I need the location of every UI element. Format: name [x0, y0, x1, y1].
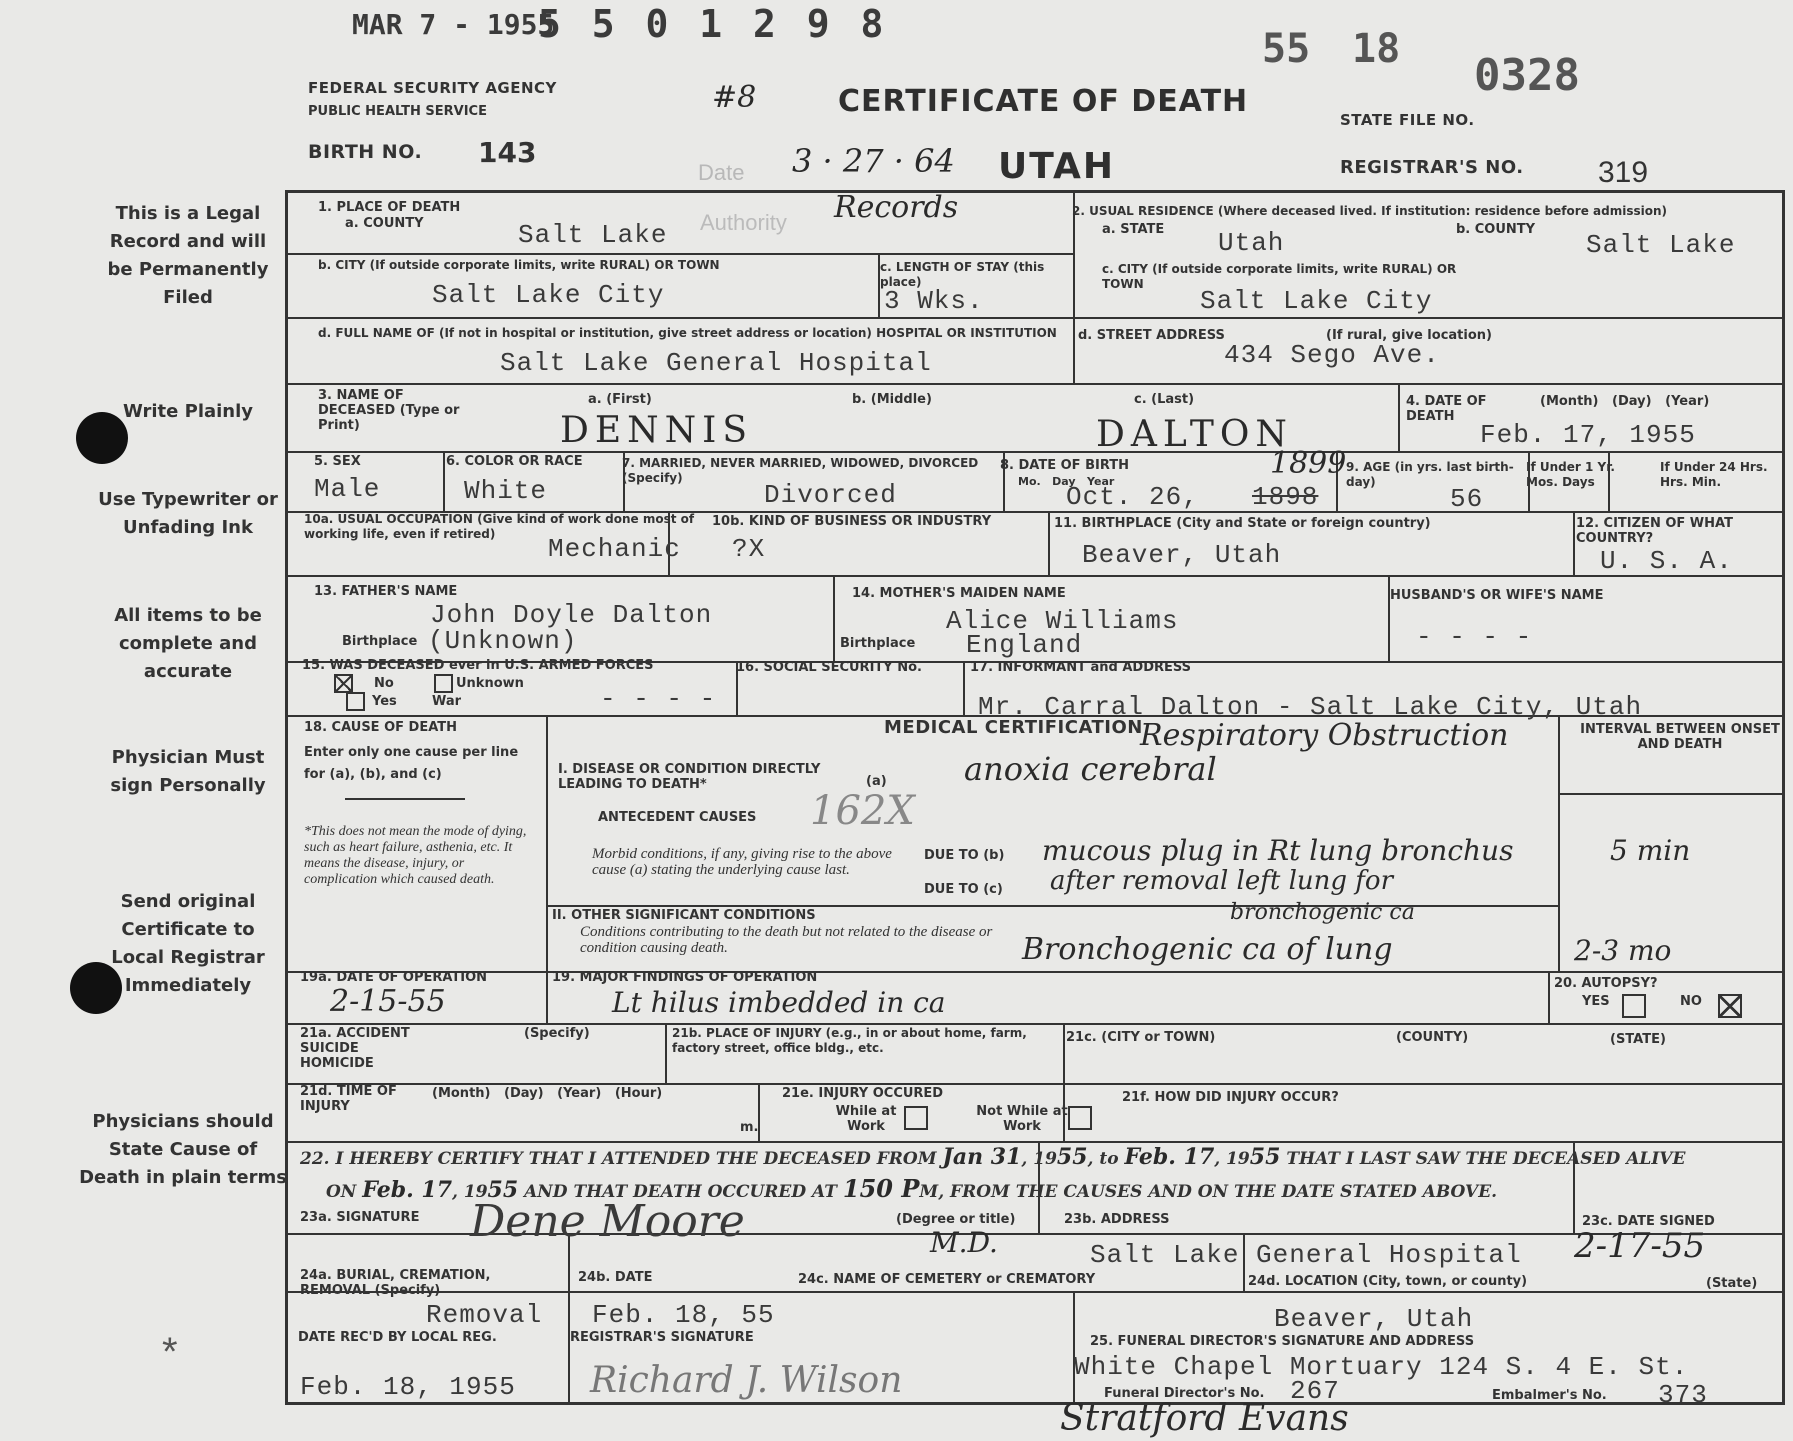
cause-a-handwritten: Respiratory Obstruction: [1140, 718, 1509, 753]
funeral-director-signature: Stratford Evans: [1060, 1398, 1349, 1439]
father-name-label: 13. FATHER'S NAME: [314, 584, 458, 599]
citizen-label: 12. CITIZEN OF WHAT COUNTRY?: [1576, 516, 1733, 546]
due-to-c-label: DUE TO (c): [924, 882, 1003, 897]
certify-y3: 19: [463, 1182, 488, 1202]
armed-forces-yes-checkbox[interactable]: [346, 692, 365, 711]
armed-forces-unknown-label: Unknown: [456, 676, 524, 691]
under-one-year-label: If Under 1 Yr. Mos. Days: [1526, 460, 1615, 489]
last-name: DALTON: [1096, 414, 1293, 455]
death-county: Salt Lake: [518, 220, 668, 250]
first-name-label: a. (First): [588, 392, 652, 407]
birthplace: Beaver, Utah: [1082, 540, 1282, 570]
date-of-birth-columns: Mo. Day Year: [1018, 475, 1115, 488]
hospital-name: Salt Lake General Hospital: [500, 348, 932, 378]
burial-location-state-label: (State): [1706, 1276, 1758, 1291]
accident-label: 21a. ACCIDENT SUICIDE HOMICIDE: [300, 1026, 410, 1071]
funeral-director-no-label: Funeral Director's No.: [1104, 1386, 1265, 1401]
race-label: 6. COLOR OR RACE: [446, 454, 583, 469]
registrar-label: REGISTRAR'S NO.: [1340, 157, 1524, 178]
embalmer-no-label: Embalmer's No.: [1492, 1388, 1607, 1403]
certify-time: 150 P: [842, 1174, 920, 1203]
occupation: Mechanic: [548, 534, 681, 564]
street-label: d. STREET ADDRESS: [1078, 328, 1225, 343]
antecedent-causes-label: ANTECEDENT CAUSES: [598, 810, 757, 825]
medical-certification-title: MEDICAL CERTIFICATION: [884, 717, 1143, 738]
burial-location: Beaver, Utah: [1274, 1304, 1474, 1334]
marital-status: Divorced: [764, 480, 897, 510]
death-city: Salt Lake City: [432, 280, 665, 310]
star-mark: *: [162, 1330, 178, 1374]
autopsy-yes-label: YES: [1582, 994, 1610, 1009]
operation-date: 2-15-55: [330, 984, 446, 1019]
mother-name: Alice Williams: [946, 606, 1179, 636]
autopsy-no-checkbox[interactable]: [1718, 994, 1742, 1018]
file-code-1: 55: [1262, 26, 1311, 72]
street-address: 434 Sego Ave.: [1224, 340, 1440, 370]
residence-city: Salt Lake City: [1200, 286, 1433, 316]
certify-text-a: 22. I HEREBY CERTIFY THAT I ATTENDED THE DECEASED FROM: [300, 1149, 937, 1169]
injury-city-label: 21c. (CITY or TOWN): [1066, 1030, 1216, 1045]
citizenship: U. S. A.: [1600, 546, 1733, 576]
birth-year-typed: 1898: [1252, 482, 1319, 512]
sidebar-plain-terms: Physicians should State Cause of Death in plain terms: [79, 1111, 287, 1188]
spouse-name: - - - -: [1416, 622, 1533, 652]
sidebar-physician: Physician Must sign Personally: [110, 747, 266, 796]
cause-footnote: *This does not mean the mode of dying, such as heart failure, asthenia, etc. It means the disease, injury, or complication which caused death.: [304, 824, 527, 887]
date-label: Date: [698, 160, 745, 185]
certify-y2: 19: [1226, 1149, 1250, 1169]
file-code-2: 18: [1352, 26, 1401, 72]
cemetery-label: 24c. NAME OF CEMETERY or CREMATORY: [798, 1272, 1096, 1287]
cause-a-typed: anoxia cerebral: [964, 750, 1217, 788]
age: 56: [1450, 484, 1484, 514]
due-to-b-label: DUE TO (b): [924, 848, 1005, 863]
authority-handwritten: Records: [834, 190, 959, 225]
burial-date-label: 24b. DATE: [578, 1270, 653, 1285]
sidebar-legal-record: This is a Legal Record and will be Permanently Filed: [107, 203, 269, 308]
injury-state-label: (STATE): [1610, 1032, 1666, 1047]
business: ?X: [732, 534, 766, 564]
informant: Mr. Carral Dalton - Salt Lake City, Utah: [978, 692, 1643, 722]
street-note: (If rural, give location): [1326, 328, 1492, 343]
birth-no: 143: [478, 136, 537, 169]
registrar-no: 319: [1598, 156, 1649, 189]
last-name-label: c. (Last): [1134, 392, 1195, 407]
certificate-title: CERTIFICATE OF DEATH: [838, 84, 1249, 119]
certify-to: to: [1099, 1149, 1119, 1169]
embalmer-no: 373: [1658, 1380, 1708, 1410]
while-at-work-label: While at Work: [835, 1104, 897, 1134]
certify-text-b: THAT I LAST SAW THE DECEASED ALIVE: [1286, 1149, 1686, 1169]
date-of-birth-label: 8. DATE OF BIRTH: [1000, 458, 1130, 473]
certify-to-year: 55: [1249, 1144, 1281, 1170]
time-meridiem: m.: [740, 1120, 759, 1135]
date-signed: 2-17-55: [1574, 1226, 1706, 1266]
autopsy-yes-checkbox[interactable]: [1622, 994, 1646, 1018]
occupation-label: 10a. USUAL OCCUPATION (Give kind of work done most of working life, even if retired): [304, 512, 695, 541]
date-received-label: DATE REC'D BY LOCAL REG.: [298, 1330, 497, 1345]
cause-c: after removal left lung for: [1050, 866, 1394, 896]
disease-label: I. DISEASE OR CONDITION DIRECTLY LEADING TO DEATH*: [558, 762, 821, 792]
residence-state-label: a. STATE: [1102, 222, 1165, 237]
signature-label: 23a. SIGNATURE: [300, 1210, 420, 1225]
length-of-stay-label: c. LENGTH OF STAY (this place): [880, 260, 1045, 289]
mother-birthplace-label: Birthplace: [840, 636, 916, 651]
other-conditions-interval: 2-3 mo: [1574, 934, 1672, 967]
armed-forces-no-label: No: [374, 676, 394, 691]
certify-to-date: Feb. 17: [1124, 1144, 1215, 1170]
burial-location-label: 24d. LOCATION (City, town, or county): [1248, 1274, 1528, 1289]
death-city-label: b. CITY (If outside corporate limits, write RURAL) OR TOWN: [318, 258, 720, 272]
morbid-conditions-note: Morbid conditions, if any, giving rise to the above cause (a) stating the underlying cause last.: [592, 846, 892, 878]
funeral-director-address: White Chapel Mortuary 124 S. 4 E. St.: [1074, 1352, 1689, 1382]
cause-c-continued: bronchogenic ca: [1230, 900, 1415, 925]
date-of-death: Feb. 17, 1955: [1480, 420, 1696, 450]
not-while-at-work-label: Not While at Work: [976, 1104, 1068, 1134]
armed-forces-label: 15. WAS DECEASED ever in U.S. ARMED FORCES: [302, 658, 654, 673]
autopsy-no-label: NO: [1680, 994, 1702, 1009]
age-label: 9. AGE (in yrs. last birth-day): [1346, 460, 1514, 489]
other-conditions: Bronchogenic ca of lung: [1022, 932, 1393, 967]
residence-county: Salt Lake: [1586, 230, 1736, 260]
certify-text-d: M, FROM THE CAUSES AND ON THE DATE STATED ABOVE.: [919, 1182, 1498, 1202]
certify-from-date: Jan 31: [942, 1144, 1022, 1170]
birth-year-handwritten: 1899: [1270, 446, 1347, 481]
first-name: DENNIS: [560, 410, 754, 451]
business-label: 10b. KIND OF BUSINESS OR INDUSTRY: [712, 514, 992, 529]
autopsy-label: 20. AUTOPSY?: [1554, 976, 1658, 991]
state-utah: UTAH: [998, 146, 1115, 187]
funeral-director-no: 267: [1290, 1376, 1340, 1406]
father-birthplace: (Unknown): [428, 626, 578, 656]
date-received: Feb. 18, 1955: [300, 1372, 516, 1402]
time-of-injury-columns: (Month) (Day) (Year) (Hour): [432, 1086, 663, 1101]
registrar-signature: Richard J. Wilson: [590, 1360, 903, 1401]
cause-b-interval: 5 min: [1610, 834, 1691, 867]
middle-name-label: b. (Middle): [852, 392, 932, 407]
while-at-work-checkbox[interactable]: [904, 1106, 928, 1130]
burial-label: 24a. BURIAL, CREMATION, REMOVAL (Specify): [300, 1268, 491, 1298]
interval-label: INTERVAL BETWEEN ONSET AND DEATH: [1580, 722, 1780, 752]
sidebar-complete: All items to be complete and accurate: [114, 605, 262, 682]
degree-label: (Degree or title): [896, 1212, 1016, 1227]
county-label: a. COUNTY: [345, 216, 424, 231]
spouse-name-label: HUSBAND'S OR WIFE'S NAME: [1390, 588, 1604, 603]
signature-address: Salt Lake General Hospital: [1090, 1240, 1522, 1270]
operation-date-label: 19a. DATE OF OPERATION: [300, 970, 488, 985]
length-of-stay: 3 Wks.: [884, 286, 984, 316]
residence-county-label: b. COUNTY: [1456, 222, 1536, 237]
sex: Male: [314, 474, 381, 504]
injury-occurred-label: 21e. INJURY OCCURED: [782, 1086, 944, 1101]
funeral-director-label: 25. FUNERAL DIRECTOR'S SIGNATURE AND ADDRESS: [1090, 1334, 1475, 1349]
marital-status-label: 7. MARRIED, NEVER MARRIED, WIDOWED, DIVORCED (Specify): [622, 456, 979, 485]
file-code-3: 0328: [1474, 50, 1580, 101]
certify-line-1: 22. I HEREBY CERTIFY THAT I ATTENDED THE DECEASED FROM Jan 31, 1955, to Feb. 17, 1955 THAT I LAST SAW THE DECEASED ALIVE: [300, 1144, 1686, 1170]
cause-of-death-note: Enter only one cause per line for (a), (b), and (c): [304, 745, 519, 782]
disease-code: 162X: [810, 788, 915, 834]
hand-date: 3 · 27 · 64: [792, 142, 955, 180]
sex-label: 5. SEX: [314, 454, 361, 469]
degree: M.D.: [930, 1226, 998, 1259]
under-24-hours-label: If Under 24 Hrs. Hrs. Min.: [1660, 460, 1768, 489]
certify-from-year: 55: [1056, 1144, 1088, 1170]
hospital-label: d. FULL NAME OF (If not in hospital or institution, give street address or location) HOSPITAL OR INSTITUTION: [318, 326, 1057, 340]
informant-label: 17. INFORMANT and ADDRESS: [970, 660, 1192, 675]
injury-county-label: (COUNTY): [1396, 1030, 1469, 1045]
operation-findings: Lt hilus imbedded in ca: [612, 986, 946, 1019]
hash-mark: #8: [712, 80, 757, 115]
father-name: John Doyle Dalton: [430, 600, 713, 630]
certify-on-year: 55: [487, 1177, 519, 1203]
social-security-label: 16. SOCIAL SECURITY No.: [736, 660, 922, 675]
mother-birthplace: England: [966, 630, 1083, 660]
birthplace-label: 11. BIRTHPLACE (City and State or foreign country): [1054, 516, 1431, 531]
other-conditions-label: II. OTHER SIGNIFICANT CONDITIONS: [552, 908, 816, 923]
burial-type: Removal: [426, 1300, 543, 1330]
sidebar-send-original: Send original Certificate to Local Registrar Immediately: [111, 891, 265, 996]
armed-forces-no-checkbox[interactable]: [334, 674, 353, 693]
stamp-number: 5 5 0 1 2 9 8: [538, 2, 888, 46]
deceased-name-label: 3. NAME OF DECEASED (Type or Print): [318, 388, 460, 433]
place-of-death-label: 1. PLACE OF DEATH: [318, 200, 461, 215]
certify-on: ON: [326, 1182, 357, 1202]
certify-line-2: ON Feb. 17, 1955 AND THAT DEATH OCCURED AT 150 PM, FROM THE CAUSES AND ON THE DATE STATED ABOVE.: [326, 1174, 1498, 1203]
certify-y1: 19: [1033, 1149, 1057, 1169]
war-label: War: [432, 694, 462, 709]
authority-label: Authority: [700, 210, 787, 235]
place-of-injury-label: 21b. PLACE OF INJURY (e.g., in or about home, farm, factory street, office bldg., etc.: [672, 1026, 1027, 1055]
burial-date: Feb. 18, 55: [592, 1300, 775, 1330]
armed-forces-yes-label: Yes: [372, 694, 397, 709]
cause-of-death-label: 18. CAUSE OF DEATH: [304, 720, 458, 735]
date-signed-label: 23c. DATE SIGNED: [1582, 1214, 1715, 1229]
punch-hole-bottom: [70, 962, 122, 1014]
how-injury-label: 21f. HOW DID INJURY OCCUR?: [1122, 1090, 1339, 1105]
registrar-signature-label: REGISTRAR'S SIGNATURE: [570, 1330, 754, 1345]
cause-b: mucous plug in Rt lung bronchus: [1042, 834, 1514, 867]
received-stamp-date: MAR 7 - 1955: [352, 8, 555, 41]
certify-on-date: Feb. 17: [362, 1177, 453, 1203]
usual-residence-label: 2. USUAL RESIDENCE (Where deceased lived. If institution: residence before admission): [1072, 204, 1667, 218]
date-of-death-columns: (Month) (Day) (Year): [1540, 394, 1710, 409]
other-conditions-note: Conditions contributing to the death but not related to the disease or condition causing death.: [580, 924, 993, 956]
cause-a-label: (a): [866, 774, 887, 789]
residence-state: Utah: [1218, 228, 1285, 258]
armed-forces-unknown-checkbox[interactable]: [434, 674, 453, 693]
not-while-at-work-checkbox[interactable]: [1068, 1106, 1092, 1130]
mother-name-label: 14. MOTHER'S MAIDEN NAME: [852, 586, 1066, 601]
residence-city-label: c. CITY (If outside corporate limits, write RURAL) OR TOWN: [1102, 262, 1457, 291]
date-of-death-label: 4. DATE OF DEATH: [1406, 394, 1487, 424]
accident-specify-label: (Specify): [524, 1026, 590, 1041]
agency-name: FEDERAL SECURITY AGENCY: [308, 79, 557, 97]
signature-address-label: 23b. ADDRESS: [1064, 1212, 1170, 1227]
date-of-birth: Oct. 26,: [1066, 482, 1199, 512]
war-value: - - - -: [600, 684, 717, 714]
birth-no-label: BIRTH NO.: [308, 141, 423, 163]
service-name: PUBLIC HEALTH SERVICE: [308, 104, 487, 119]
operation-findings-label: 19. MAJOR FINDINGS OF OPERATION: [552, 970, 818, 985]
race: White: [464, 476, 548, 506]
father-birthplace-label: Birthplace: [342, 634, 418, 649]
time-of-injury-label: 21d. TIME OF INJURY: [300, 1084, 397, 1114]
certify-text-c: AND THAT DEATH OCCURED AT: [524, 1182, 837, 1202]
physician-signature: Dene Moore: [470, 1196, 745, 1247]
sidebar-write-plainly: Write Plainly: [122, 401, 254, 422]
state-file-label: STATE FILE NO.: [1340, 111, 1475, 129]
sidebar-typewriter: Use Typewriter or Unfading Ink: [98, 489, 278, 538]
